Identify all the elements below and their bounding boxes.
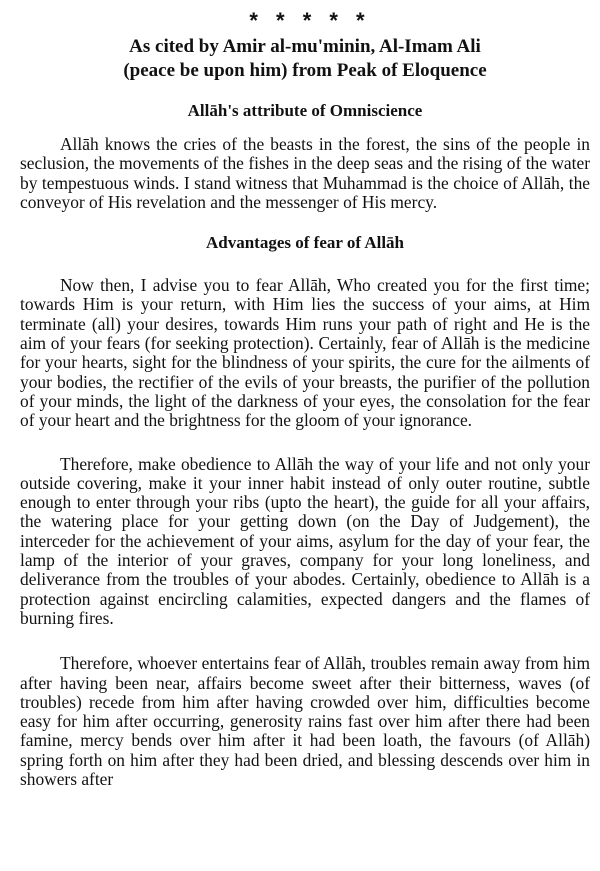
section-heading-fear-of-allah: Advantages of fear of Allāh — [205, 233, 404, 253]
paragraph-benefits: Therefore, whoever entertains fear of Allāh, troubles remain away from him after having been near, affairs become sweet after their bitterness, waves (of troubles) recede from him after having crowded over him, difficulties become easy for him after occurring, generosity rains fast over him after there had been famine, mercy bends over him after it had been loath, the favours (of Allāh) spring forth on him after they had been dried, and blessing descends over him in showers after — [20, 653, 590, 790]
section-divider-stars: * * * * * — [249, 8, 371, 33]
document-page — [20, 8, 590, 789]
paragraph-omniscience: Allāh knows the cries of the beasts in the forest, the sins of the people in seclusion, the movements of the fishes in the deep seas and the rising of the water by tempestuous winds. I stand witness that Muhammad is the choice of Allāh, the conveyor of His revelation and the messenger of His mercy. — [20, 134, 590, 212]
citation-line-2: (peace be upon him) from Peak of Eloquence — [123, 60, 487, 81]
section-heading-omniscience: Allāh's attribute of Omniscience — [187, 101, 423, 120]
citation-line-1: As cited by Amir al-mu'minin, Al-Imam Ali — [129, 36, 481, 57]
paragraph-obedience: Therefore, make obedience to Allāh the way of your life and not only your outside covering, make it your inner habit instead of only outer routine, subtle enough to enter through your ribs (upto the heart), the guide for all your affairs, the watering place for your getting down (on the Day of Judgement), the interceder for the achievement of your aims, asylum for the day of your fear, the lamp of the interior of your graves, company for your long loneliness, and deliverance from the troubles of your abodes. Certainly, obedience to Allāh is a protection against encircling calamities, expected dangers and the flames of burning fires. — [20, 453, 590, 628]
paragraph-advice-fear: Now then, I advise you to fear Allāh, Who created you for the first time; towards Him is your return, with Him lies the success of your aims, at Him terminate (all) your desires, towards Him runs your path of right and He is the aim of your fears (for seeking protection). Certainly, fear of Allāh is the medicine for your hearts, sight for the blindness of your spirits, the cure for the ailments of your bodies, the rectifier of the evils of your breasts, the purifier of the pollution of your minds, the light of the darkness of your eyes, the consolation for the fear of your heart and the brightness for the gloom of your ignorance. — [20, 275, 590, 431]
